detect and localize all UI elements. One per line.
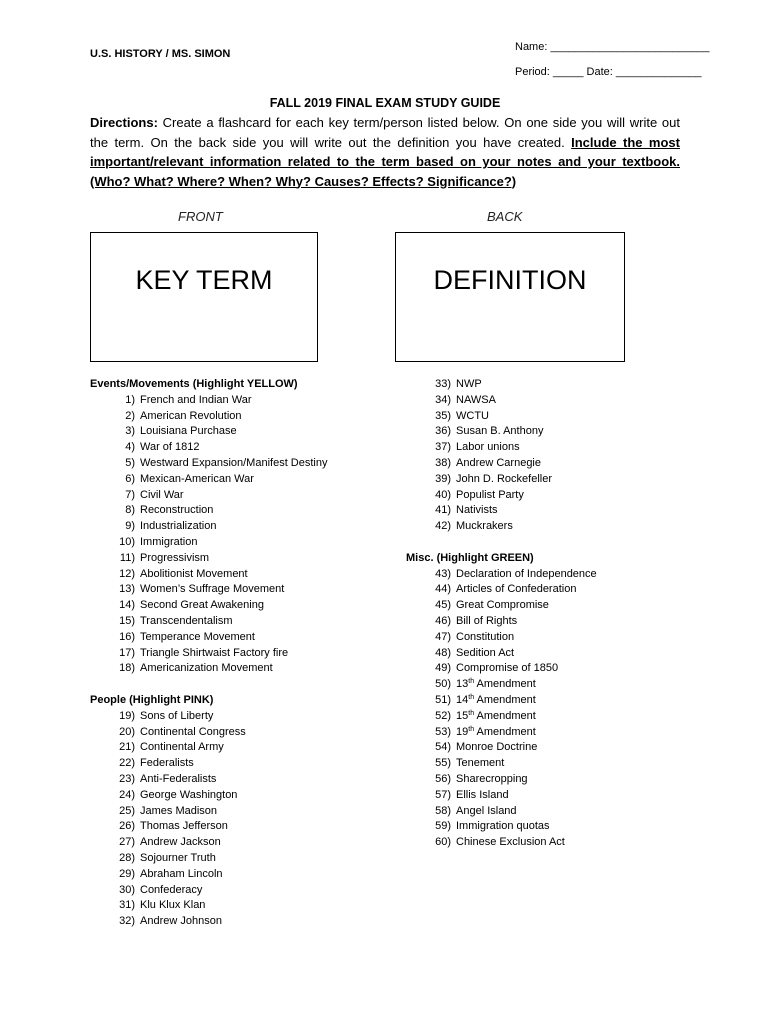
- list-item-text: [135, 472, 254, 488]
- list-item-number: 46): [435, 614, 451, 627]
- list-item-text: [451, 740, 537, 756]
- list-item-number: 41): [435, 504, 451, 517]
- list-item-term: Muckrakers: [456, 520, 513, 533]
- list-item-text: [135, 661, 273, 677]
- list-item-number: 23): [119, 772, 135, 785]
- list-item-number: 39): [435, 472, 451, 485]
- list-item-term: 19: [456, 725, 469, 738]
- list-item-text: [451, 835, 565, 851]
- list-item-text: [135, 567, 248, 583]
- people-heading: People (Highlight PINK): [90, 693, 214, 706]
- list-item-number: 18): [119, 662, 135, 675]
- list-item-number: 3): [125, 425, 135, 438]
- list-item-number: 22): [119, 757, 135, 770]
- list-item-text: [135, 788, 237, 804]
- list-item: [90, 740, 410, 756]
- list-item: [90, 725, 410, 741]
- list-item-term: Continental Army: [140, 741, 224, 754]
- list-item-text: [135, 393, 251, 409]
- list-item-number: 58): [435, 804, 451, 817]
- list-item-term: Second Great Awakening: [140, 599, 264, 612]
- list-item-term-suffix: Amendment: [474, 678, 536, 691]
- list-item-number: 4): [125, 441, 135, 454]
- list-item-text: [135, 646, 288, 662]
- list-item-term: Tenement: [456, 757, 505, 770]
- list-item-text: [451, 756, 504, 772]
- list-item-term: WCTU: [456, 409, 489, 422]
- right-column: [406, 377, 726, 851]
- list-item-term: Temperance Movement: [140, 630, 255, 643]
- list-item: [90, 519, 410, 535]
- list-item-term: Reconstruction: [140, 504, 214, 517]
- list-item-number: 10): [119, 535, 135, 548]
- list-item: [406, 519, 726, 535]
- list-item-term: Abraham Lincoln: [140, 867, 223, 880]
- list-item-number: 49): [435, 662, 451, 675]
- list-item: [90, 582, 410, 598]
- list-item-number: 30): [119, 883, 135, 896]
- list-item-number: 7): [125, 488, 135, 501]
- list-item-term-suffix: Amendment: [474, 725, 536, 738]
- list-item-text: [135, 598, 264, 614]
- list-item-text: [451, 819, 550, 835]
- list-item-term: Triangle Shirtwaist Factory fire: [140, 646, 289, 659]
- people-list: [90, 709, 410, 930]
- ordinal-suffix: th: [468, 693, 475, 701]
- list-item-text: [451, 614, 517, 630]
- list-item: [406, 456, 726, 472]
- list-item: [90, 535, 410, 551]
- list-item: [90, 440, 410, 456]
- list-item-text: [451, 804, 517, 820]
- list-item-text: [135, 804, 217, 820]
- list-item-number: 50): [435, 678, 451, 691]
- list-item-number: 34): [435, 393, 451, 406]
- list-item: [406, 819, 726, 835]
- list-item-text: [135, 630, 255, 646]
- list-item-number: 12): [119, 567, 135, 580]
- list-item-text: [135, 519, 216, 535]
- list-item: [90, 630, 410, 646]
- list-item-text: [135, 898, 205, 914]
- flashcard-back-text: DEFINITION: [433, 264, 587, 295]
- list-item-number: 6): [125, 472, 135, 485]
- list-item: [406, 677, 726, 693]
- list-item-text: [451, 788, 509, 804]
- events-heading: Events/Movements (Highlight YELLOW): [90, 378, 298, 390]
- list-item-term: 14: [456, 693, 469, 706]
- list-item-number: 19): [119, 709, 135, 722]
- list-item: [90, 646, 410, 662]
- list-item-number: 35): [435, 409, 451, 422]
- list-item: [90, 424, 410, 440]
- misc-list: [406, 567, 726, 851]
- list-item-text: [451, 598, 549, 614]
- list-item-term: Confederacy: [140, 883, 203, 896]
- list-item-text: [135, 456, 328, 472]
- list-item-term: Federalists: [140, 757, 194, 770]
- misc-heading: Misc. (Highlight GREEN): [406, 551, 534, 564]
- list-item-term: Compromise of 1850: [456, 662, 559, 675]
- list-item-text: [135, 740, 224, 756]
- list-item-number: 53): [435, 725, 451, 738]
- list-item-number: 16): [119, 630, 135, 643]
- list-item-term: Abolitionist Movement: [140, 567, 248, 580]
- list-item-term: Industrialization: [140, 520, 217, 533]
- list-item: [406, 725, 726, 741]
- period-date-field: Period: _____ Date: ______________: [515, 66, 702, 78]
- list-item-term: 13: [456, 678, 469, 691]
- list-item-number: 2): [125, 409, 135, 422]
- list-item: [90, 898, 410, 914]
- list-item: [406, 567, 726, 583]
- list-item: [406, 377, 726, 393]
- list-item-number: 11): [119, 551, 135, 564]
- list-item-term: Monroe Doctrine: [456, 741, 538, 754]
- list-item-term: NWP: [456, 378, 482, 390]
- list-item-term: Mexican-American War: [140, 472, 254, 485]
- list-item-number: 42): [435, 520, 451, 533]
- list-item: [406, 630, 726, 646]
- list-item-term: Sedition Act: [456, 646, 515, 659]
- list-item-number: 25): [119, 804, 135, 817]
- list-item: [406, 661, 726, 677]
- list-item-number: 59): [435, 820, 451, 833]
- list-item: [90, 661, 410, 677]
- left-column: [90, 377, 410, 930]
- list-item: [406, 440, 726, 456]
- list-item-text: [135, 424, 237, 440]
- list-item: [406, 409, 726, 425]
- list-item-term: Chinese Exclusion Act: [456, 836, 565, 849]
- list-item-number: 60): [435, 836, 451, 849]
- list-item: [406, 503, 726, 519]
- front-label: FRONT: [178, 209, 223, 224]
- list-item-text: [451, 725, 536, 741]
- list-item-term: 15: [456, 709, 469, 722]
- list-item-number: 45): [435, 599, 451, 612]
- list-item: [406, 582, 726, 598]
- flashcard-front-text: KEY TERM: [135, 264, 273, 295]
- list-item-text: [451, 377, 482, 393]
- list-item: [90, 551, 410, 567]
- list-item-number: 57): [435, 788, 451, 801]
- ordinal-suffix: th: [468, 678, 475, 686]
- list-item-number: 21): [119, 741, 135, 754]
- list-item-term: Women’s Suffrage Movement: [140, 583, 285, 596]
- list-item-text: [135, 440, 200, 456]
- list-item: [90, 393, 410, 409]
- list-item-text: [135, 772, 216, 788]
- back-label: BACK: [487, 209, 523, 224]
- list-item-text: [451, 519, 513, 535]
- list-item-number: 51): [435, 693, 451, 706]
- list-item-number: 48): [435, 646, 451, 659]
- list-item-text: [451, 630, 514, 646]
- list-item-text: [135, 835, 221, 851]
- list-item-term: Labor unions: [456, 441, 520, 454]
- list-item-number: 37): [435, 441, 451, 454]
- list-item-text: [451, 661, 558, 677]
- list-item: [406, 740, 726, 756]
- list-item-number: 27): [119, 836, 135, 849]
- directions-emphasis: Include the most important/relevant information related to the term based on your notes and your textbook. (Who? What? Where? When? Why? Causes? Effects? Significance?): [90, 134, 680, 189]
- course-header: U.S. HISTORY / MS. SIMON: [90, 48, 231, 60]
- list-item: [90, 835, 410, 851]
- list-item-term: Ellis Island: [456, 788, 509, 801]
- list-item: [406, 393, 726, 409]
- list-item-term: Transcendentalism: [140, 614, 233, 627]
- list-item-number: 55): [435, 757, 451, 770]
- list-item: [406, 598, 726, 614]
- list-item-number: 52): [435, 709, 451, 722]
- list-item-number: 5): [125, 456, 135, 469]
- list-item: [90, 472, 410, 488]
- list-item-text: [451, 424, 543, 440]
- list-item-text: [451, 709, 536, 725]
- list-item: [406, 788, 726, 804]
- list-item-text: [135, 488, 184, 504]
- list-item-number: 17): [119, 646, 135, 659]
- list-item-text: [451, 772, 528, 788]
- name-field: Name: __________________________: [515, 41, 710, 53]
- list-item-term: Continental Congress: [140, 725, 246, 738]
- people-list-continued: [406, 377, 726, 535]
- list-item: [90, 503, 410, 519]
- list-item: [90, 709, 410, 725]
- list-item-term: Americanization Movement: [140, 662, 273, 675]
- flashcard-front-box: [90, 232, 318, 362]
- list-item-term: Immigration: [140, 535, 198, 548]
- list-item-term: Immigration quotas: [456, 820, 550, 833]
- list-item: [90, 598, 410, 614]
- list-item-term: Great Compromise: [456, 599, 549, 612]
- list-item-term-suffix: Amendment: [474, 709, 536, 722]
- list-item-term: Westward Expansion/Manifest Destiny: [140, 456, 328, 469]
- list-item-number: 13): [119, 583, 135, 596]
- list-item-term: Sojourner Truth: [140, 851, 216, 864]
- list-item: [406, 646, 726, 662]
- list-item-term: Andrew Carnegie: [456, 456, 541, 469]
- list-item-text: [135, 582, 284, 598]
- list-item-number: 56): [435, 772, 451, 785]
- list-item-number: 54): [435, 741, 451, 754]
- list-item-text: [451, 693, 536, 709]
- list-item-number: 24): [119, 788, 135, 801]
- list-item-term: Civil War: [140, 488, 184, 501]
- list-item-number: 28): [119, 851, 135, 864]
- list-item: [90, 488, 410, 504]
- list-item-text: [451, 393, 496, 409]
- list-item-term: George Washington: [140, 788, 238, 801]
- list-item-number: 15): [119, 614, 135, 627]
- list-item: [406, 772, 726, 788]
- list-item-term: American Revolution: [140, 409, 242, 422]
- list-item-number: 40): [435, 488, 451, 501]
- list-item-number: 29): [119, 867, 135, 880]
- list-item: [90, 914, 410, 930]
- list-item: [90, 883, 410, 899]
- list-item-number: 43): [435, 567, 451, 580]
- list-item-term: War of 1812: [140, 441, 200, 454]
- list-item-term: Nativists: [456, 504, 498, 517]
- list-item-text: [135, 725, 246, 741]
- directions-body: Create a flashcard for each key term/person listed below. On one side you will write out the term. On the back side you will write out the definition you have created.: [90, 115, 680, 150]
- list-item: [90, 819, 410, 835]
- list-item-text: [451, 472, 552, 488]
- list-item-term: Andrew Johnson: [140, 915, 222, 928]
- ordinal-suffix: th: [468, 725, 475, 733]
- list-item-text: [451, 488, 524, 504]
- list-item-number: 33): [435, 378, 451, 390]
- list-item: [90, 867, 410, 883]
- list-item-term: Progressivism: [140, 551, 210, 564]
- list-item: [406, 614, 726, 630]
- list-item: [406, 472, 726, 488]
- list-item: [90, 756, 410, 772]
- list-item-number: 38): [435, 456, 451, 469]
- list-item: [90, 772, 410, 788]
- flashcard-back-box: [395, 232, 625, 362]
- list-item: [90, 409, 410, 425]
- events-list: [90, 393, 410, 677]
- list-item-term: Andrew Jackson: [140, 836, 221, 849]
- list-item-number: 26): [119, 820, 135, 833]
- list-item-term: Susan B. Anthony: [456, 425, 544, 438]
- list-item: [406, 424, 726, 440]
- list-item-text: [135, 709, 213, 725]
- list-item-text: [135, 851, 216, 867]
- directions-paragraph: [90, 113, 680, 191]
- list-item-term: Louisiana Purchase: [140, 425, 237, 438]
- list-item-term: Thomas Jefferson: [140, 820, 228, 833]
- list-item-term: Sharecropping: [456, 772, 528, 785]
- list-item-term: NAWSA: [456, 393, 496, 406]
- list-item: [90, 804, 410, 820]
- list-item: [406, 756, 726, 772]
- list-item-text: [451, 582, 576, 598]
- list-item-number: 20): [119, 725, 135, 738]
- list-item: [406, 488, 726, 504]
- list-item-text: [451, 677, 536, 693]
- list-item-number: 44): [435, 583, 451, 596]
- list-item-term: French and Indian War: [140, 393, 252, 406]
- list-item: [90, 567, 410, 583]
- list-item-number: 36): [435, 425, 451, 438]
- list-item: [406, 693, 726, 709]
- list-item-term: Klu Klux Klan: [140, 899, 206, 912]
- list-item-term: Populist Party: [456, 488, 524, 501]
- list-item-text: [135, 883, 202, 899]
- list-item-term: Anti-Federalists: [140, 772, 217, 785]
- list-item-text: [451, 440, 520, 456]
- list-item-term: Sons of Liberty: [140, 709, 214, 722]
- list-item: [406, 804, 726, 820]
- list-item-number: 32): [119, 915, 135, 928]
- list-item-text: [135, 503, 213, 519]
- directions-lead: Directions:: [90, 115, 158, 130]
- list-item-text: [135, 867, 223, 883]
- list-item-term: Articles of Confederation: [456, 583, 577, 596]
- list-item-text: [451, 456, 541, 472]
- list-item: [406, 835, 726, 851]
- list-item: [90, 614, 410, 630]
- list-item-number: 31): [119, 899, 135, 912]
- list-item-text: [451, 646, 514, 662]
- list-item-text: [451, 409, 489, 425]
- list-item-term-suffix: Amendment: [474, 693, 536, 706]
- list-item-number: 1): [125, 393, 135, 406]
- ordinal-suffix: th: [468, 709, 475, 717]
- list-item-number: 14): [119, 599, 135, 612]
- list-item-text: [135, 914, 222, 930]
- list-item-term: Declaration of Independence: [456, 567, 597, 580]
- list-item-text: [135, 756, 194, 772]
- list-item-term: James Madison: [140, 804, 218, 817]
- list-item-text: [451, 503, 498, 519]
- list-item-term: Angel Island: [456, 804, 517, 817]
- list-item-text: [135, 551, 209, 567]
- list-item: [90, 456, 410, 472]
- list-item-text: [135, 614, 233, 630]
- list-item-term: John D. Rockefeller: [456, 472, 552, 485]
- list-item-text: [135, 819, 228, 835]
- list-item-number: 47): [435, 630, 451, 643]
- list-item: [406, 709, 726, 725]
- list-item-term: Bill of Rights: [456, 614, 518, 627]
- list-item-number: 8): [125, 504, 135, 517]
- page-title: FALL 2019 FINAL EXAM STUDY GUIDE: [269, 96, 501, 110]
- list-item-term: Constitution: [456, 630, 515, 643]
- list-item-text: [451, 567, 597, 583]
- list-item: [90, 851, 410, 867]
- list-item-number: 9): [125, 520, 135, 533]
- list-item-text: [135, 535, 197, 551]
- list-item: [90, 788, 410, 804]
- list-item-text: [135, 409, 242, 425]
